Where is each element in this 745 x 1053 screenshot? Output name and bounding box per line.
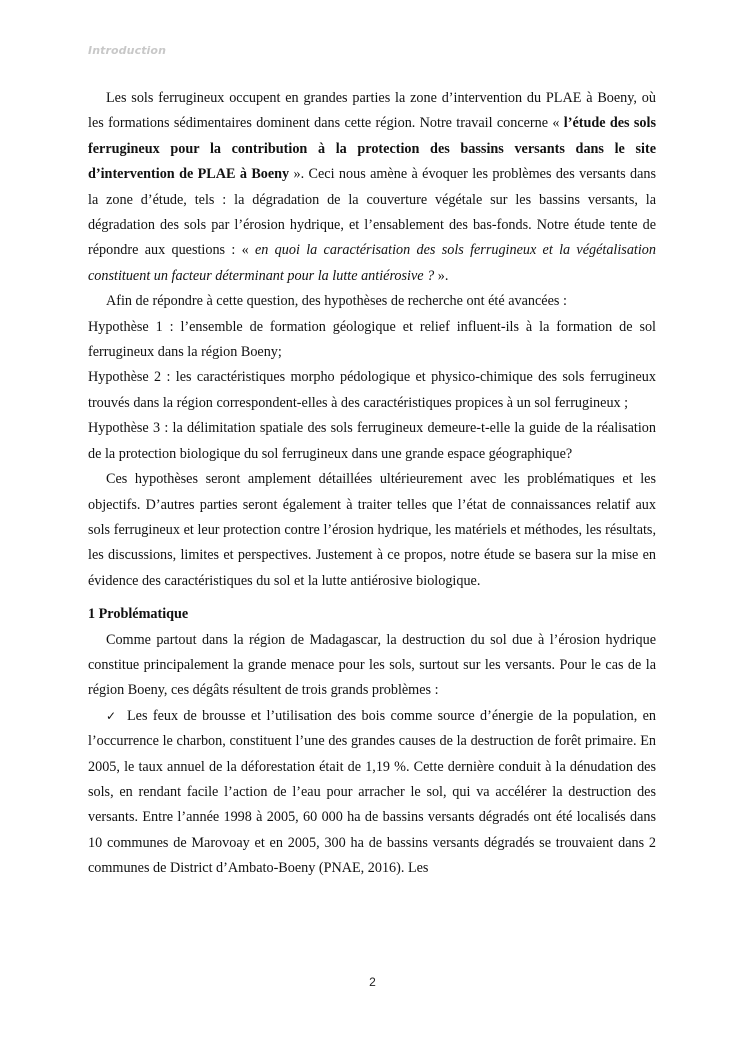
intro-paragraph-3: Ces hypothèses seront amplement détaillées ultérieurement avec les problématiques et les objectifs. D’autres parties seront également à traiter telles que l’état de connaissances relatif aux sols ferrugineux et leur protection contre l’érosion hydrique, les matériels et méthodes, les résultats, les discussions, limites et perspectives. Justement à ce propos, notre étude se basera sur la mise en évidence des caractéristiques du sol et la lutte antiérosive biologique.	[88, 471, 656, 589]
check-list-item-text: Les feux de brousse et l’utilisation des bois comme source d’énergie de la population, en l’occurrence le charbon, constituent l’une des grandes causes de la destruction de forêt primaire. En 2005, le taux annuel de la déforestation était de 1,19 %. Cette dernière conduit à la dénudation des sols, en rendant facile l’action de l’eau pour arracher le sol, qui va accélérer la destruction des versants. Entre l’année 1998 à 2005, 60 000 ha de bassins versants dégradés ont été localisés dans 10 communes de Marovoay et en 2005, 300 ha de bassins versants dégradés se trouvaient dans 2 communes de District d’Ambato-Boeny (PNAE, 2016). Les	[88, 707, 656, 877]
hypothesis-3: Hypothèse 3 : la délimitation spatiale des sols ferrugineux demeure-t-elle la guide de la réalisation de la protection biologique du sol ferrugineux dans une grande espace géographique?	[88, 420, 656, 462]
research-question: en quoi la caractérisation des sols ferrugineux et la végétalisation constituent un facteur déterminant pour la lutte antiérosive ?	[88, 242, 656, 284]
intro-text-2: ». Ceci nous amène à évoquer les problèmes des versants dans la zone d’étude, tels : la dégradation de la couverture végétale sur les bassins versants, la dégradation des sols par l’érosion hydrique, et l’ensablement des bas-fonds. Notre étude tente de répondre aux questions : «	[88, 166, 656, 259]
section-paragraph-1: Comme partout dans la région de Madagascar, la destruction du sol due à l’érosion hydrique constitue principalement la grande menace pour les sols, surtout sur les versants. Pour le cas de la région Boeny, ces dégâts résultent de trois grands problèmes :	[88, 631, 656, 699]
page-body	[88, 86, 656, 882]
check-list-item	[88, 704, 656, 882]
intro-paragraph-2: Afin de répondre à cette question, des hypothèses de recherche ont été avancées :	[106, 293, 567, 310]
checkmark-icon: ✓	[106, 708, 117, 723]
intro-text-3: ».	[434, 267, 449, 284]
study-title: l’étude des sols ferrugineux pour la contribution à la protection des bassins versants dans le site d’intervention de PLAE à Boeny	[88, 115, 656, 183]
hypothesis-1: Hypothèse 1 : l’ensemble de formation géologique et relief influent-ils à la formation de sol ferrugineux dans la région Boeny;	[88, 318, 656, 361]
intro-paragraph-1	[88, 86, 656, 289]
running-header: Introduction	[88, 44, 167, 57]
section-heading-problematique: 1 Problématique	[88, 606, 189, 623]
page-number: 2	[369, 975, 376, 989]
hypothesis-2: Hypothèse 2 : les caractéristiques morpho pédologique et physico-chimique des sols ferrugineux trouvés dans la région correspondent-elles à des caractéristiques propices à un sol ferrugineux ;	[88, 369, 656, 411]
intro-text-1: Les sols ferrugineux occupent en grandes parties la zone d’intervention du PLAE à Boeny, où les formations sédimentaires dominent dans cette région. Notre travail concerne «	[88, 90, 656, 132]
